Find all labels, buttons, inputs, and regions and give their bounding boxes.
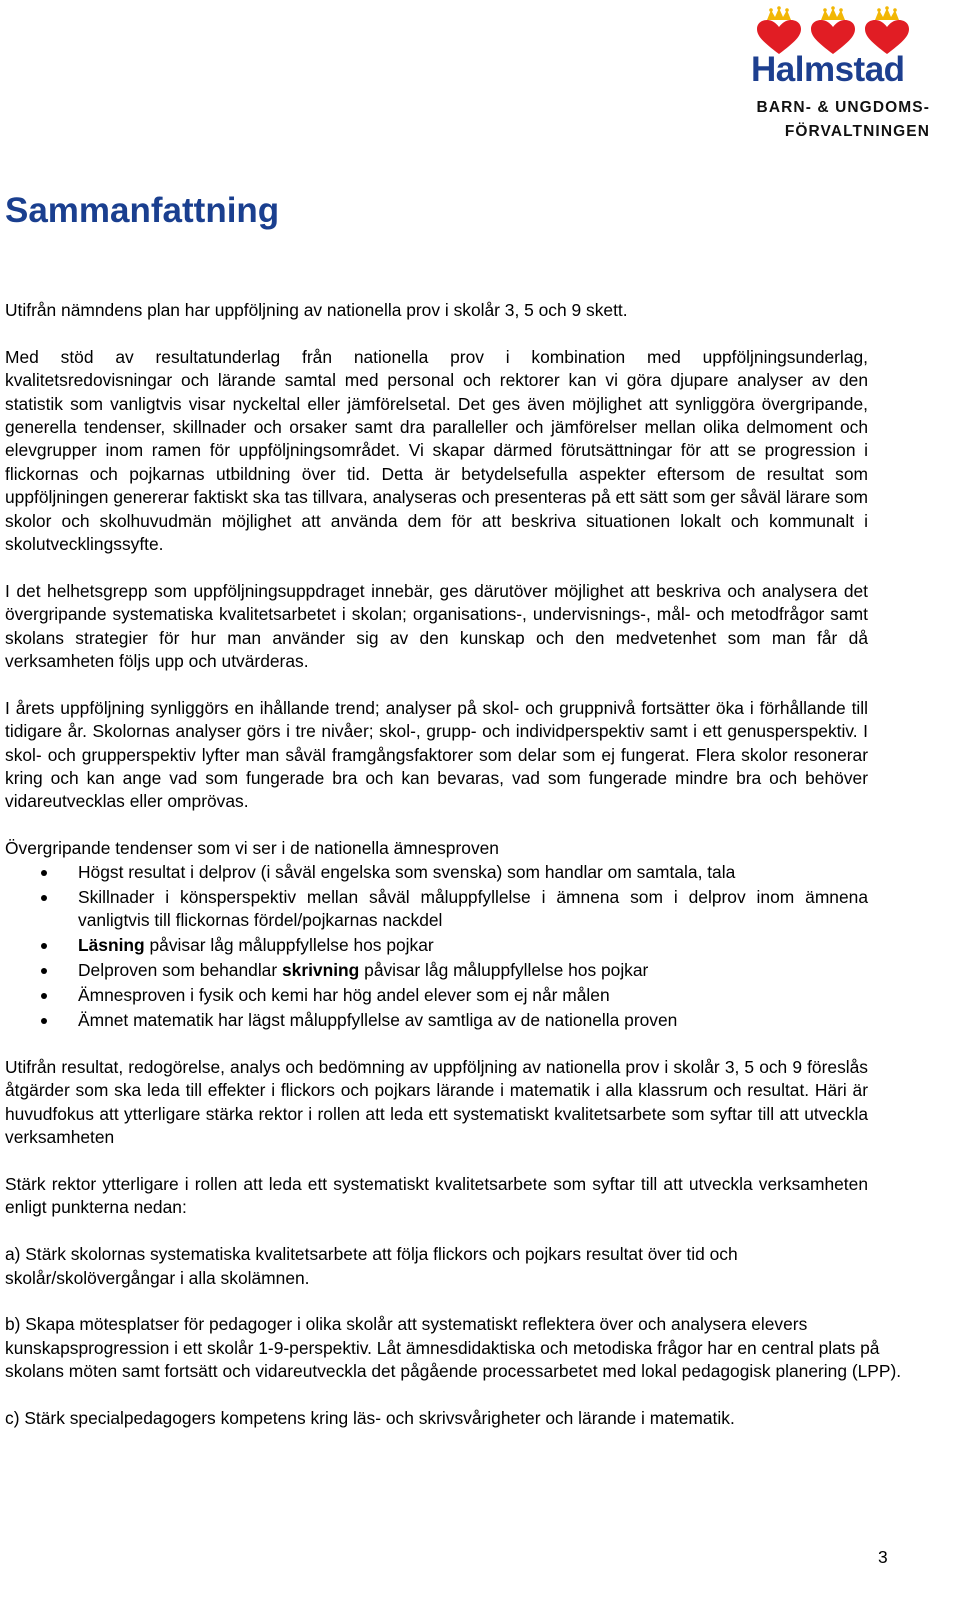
department-name (757, 96, 930, 144)
logo-wordmark: Halmstad (751, 50, 905, 89)
halmstad-logo (735, 6, 945, 140)
list-item: Högst resultat i delprov (i såväl engelska som svenska) som handlar om samtala, tala (5, 861, 868, 884)
department-line-1: BARN- & UNGDOMS- (756, 99, 930, 116)
list-item: Läsning påvisar låg måluppfyllelse hos pojkar (5, 934, 868, 957)
document-body (5, 299, 902, 1430)
bullet-icon (41, 895, 47, 901)
list-item: Skillnader i könsperspektiv mellan såväl måluppfyllelse i ämnena som i delprov inom ämnena vanligtvis till flickornas fördel/pojkarnas nackdel (5, 886, 868, 933)
paragraph-support: Med stöd av resultatunderlag från nationella prov i kombination med uppföljningsunderlag, kvalitetsredovisningar och lärande samtal med personal och rektorer kan vi göra djupare analyser av den statistik som vanligtvis visar nyckeltal eller jämförelsetal. Det ges även möjlighet att synliggöra övergripande, generella tendenser, skillnader och orsaker samt dra paralleller och jämförelser mellan olika delmoment och elevgrupper inom ramen för uppföljningsområdet. Vi skapar därmed förutsättningar för att se progression i flickornas och pojkarnas utbildning över tid. Detta är betydelsefulla aspekter eftersom de resultat som uppföljningen genererar faktiskt ska tas tillvara, analyseras och presenteras på ett sätt som ger såväl lärare som skolor och skolhuvudmän möjlighet att använda dem för att beskriva situationen lokalt och kommunalt i skolutvecklingssyfte. (5, 346, 868, 555)
paragraph-holistic: I det helhetsgrepp som uppföljningsuppdraget innebär, ges därutöver möjlighet att beskriva och analysera det övergripande systematiska kvalitetsarbetet i skolan; organisations-, undervisnings-, mål- och metodfrågor samt skolans strategier för hur man använder sig av den kunskap och den medvetenhet som man får då verksamheten följs upp och utvärderas. (5, 580, 868, 672)
list-intro: Övergripande tendenser som vi ser i de nationella ämnesproven (5, 838, 499, 859)
page-number: 3 (878, 1547, 888, 1567)
bullet-icon (41, 870, 47, 876)
bullet-icon (41, 968, 47, 974)
point-a: a) Stärk skolornas systematiska kvalitetsarbete att följa flickors och pojkars resultat över tid och skolår/skolövergångar i alla skolämnen. (5, 1244, 738, 1288)
bullet-icon (41, 993, 47, 999)
paragraph-measures: Utifrån resultat, redogörelse, analys och bedömning av uppföljning av nationella prov i skolår 3, 5 och 9 föreslås åtgärder som ska leda till effekter i flickors och pojkars lärande i matematik i alla klassrum och resultat. Häri är huvudfokus att ytterligare stärka rektor i rollen att leda ett systematiskt kvalitetsarbete som syftar till att utveckla verksamheten (5, 1056, 868, 1148)
paragraph-intro: Utifrån nämndens plan har uppföljning av nationella prov i skolår 3, 5 och 9 skett. (5, 300, 628, 320)
paragraph-trend: I årets uppföljning synliggörs en ihållande trend; analyser på skol- och gruppnivå fortsätter öka i förhållande till tidigare år. Skolornas analyser görs i tre nivåer; skol-, grupp- och individperspektiv samt i ett genusperspektiv. I skol- och grupperspektiv lyfter man såväl framgångsfaktorer som delar som ej fungerat. Flera skolor resonerar kring och kan ange vad som fungerade bra och kan bevaras, vad som fungerade mindre bra och behöver vidareutvecklas eller omprövas. (5, 697, 868, 812)
tendency-list (5, 861, 868, 1033)
paragraph-strengthen: Stärk rektor ytterligare i rollen att leda ett systematiskt kvalitetsarbete som syftar till att utveckla verksamheten enligt punkterna nedan: (5, 1173, 868, 1218)
point-b: b) Skapa mötesplatser för pedagoger i olika skolår att systematiskt reflektera över och analysera elevers kunskapsprogression i ett skolår 1-9-perspektiv. Låt ämnesdidaktiska och metodiska frågor har en central plats på skolans möten samt fortsätt och vidareutveckla det pågående processarbetet med lokal pedagogisk planering (LPP). (5, 1314, 902, 1382)
department-line-2: FÖRVALTNINGEN (784, 123, 930, 140)
point-c: c) Stärk specialpedagogers kompetens kring läs- och skrivsvårigheter och lärande i matematik. (5, 1407, 735, 1428)
bullet-icon (41, 943, 47, 949)
page-title: Sammanfattning (5, 191, 280, 230)
list-item: Delproven som behandlar skrivning påvisar låg måluppfyllelse hos pojkar (5, 959, 868, 982)
list-item: Ämnesproven i fysik och kemi har hög andel elever som ej når målen (5, 984, 868, 1007)
bullet-icon (41, 1018, 47, 1024)
list-item: Ämnet matematik har lägst måluppfyllelse av samtliga av de nationella proven (5, 1009, 868, 1032)
